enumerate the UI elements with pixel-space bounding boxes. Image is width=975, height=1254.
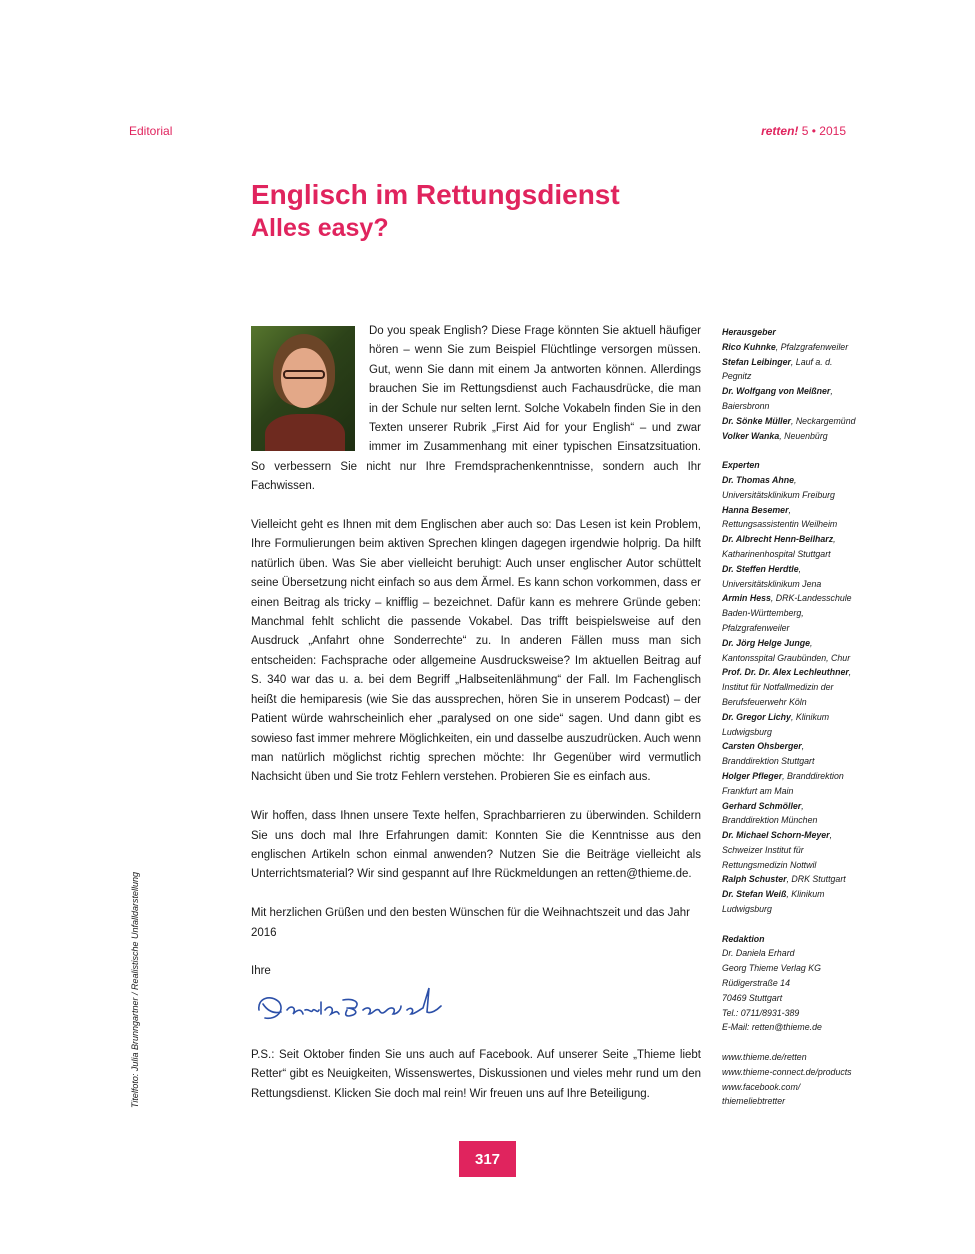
person-affiliation: , Branddirektion Stuttgart [722, 741, 815, 767]
experten-entry [722, 532, 862, 562]
experten-entry [722, 710, 862, 740]
herausgeber-entry [722, 429, 862, 444]
issue-info [761, 124, 846, 138]
redaktion-line: Rüdigerstraße 14 [722, 978, 790, 989]
person-affiliation: , Katharinenhospital Stuttgart [722, 534, 836, 559]
experten-entry [722, 503, 862, 533]
person-affiliation: , Branddirektion Frankfurt am Main [722, 770, 844, 796]
person-name: Hanna Besemer [722, 504, 789, 515]
person-name: Volker Wanka [722, 430, 780, 441]
person-affiliation: , Institut für Notfallmedizin der Berufsfeuerwehr Köln [722, 667, 852, 707]
article-body [251, 322, 701, 1123]
person-name: Dr. Wolfgang von Meißner [722, 386, 831, 397]
person-affiliation: , Universitätsklinikum Freiburg [722, 474, 835, 500]
person-affiliation: , Pfalzgrafenweiler [775, 341, 849, 352]
issue-number: 5 • 2015 [801, 124, 846, 138]
person-name: Dr. Jörg Helge Junge [722, 637, 810, 648]
person-name: Dr. Stefan Weiß [722, 889, 787, 900]
person-affiliation: , DRK-Landesschule Baden-Württemberg, Pfalzgrafenweiler [722, 593, 852, 633]
experten-entry [722, 636, 862, 666]
experten-entry [722, 769, 862, 799]
person-name: Dr. Sönke Müller [722, 415, 791, 426]
person-name: Gerhard Schmöller [722, 800, 802, 811]
paragraph: Wir hoffen, dass Ihnen unsere Texte helfen, Sprachbarrieren zu überwinden. Schildern Sie uns doch mal Ihre Erfahrungen damit: Konnten Sie die Kenntnisse aus den englischen Artikeln schon einmal anwenden? Nutzen Sie die Beiträge vielleicht als Unterrichtsmaterial? Wir sind gespannt auf Ihre Rückmeldungen an retten@thieme.de. [251, 810, 701, 881]
person-name: Dr. Albrecht Henn-Beilharz [722, 534, 834, 545]
article-title: Englisch im Rettungsdienst [251, 179, 620, 210]
person-affiliation: , Rettungsassistentin Weilheim [722, 504, 838, 530]
experten-entry [722, 591, 862, 635]
person-name: Rico Kuhnke [722, 341, 776, 352]
links-list [722, 1050, 862, 1109]
experten-entry [722, 872, 862, 887]
paragraph: Vielleicht geht es Ihnen mit dem Englischen aber auch so: Das Lesen ist kein Problem, Ihre Formulierungen beim aktiven Sprechen klingen dagegen irgendwie holprig. Da hilft natürlich üben. Was Sie aber vielleicht beruhigt: Auch unser englischer Autor schüttelt seine Übersetzung nicht einfach so aus dem Ärmel. Es kann schon vorkommen, dass er einen Beitrag als tricky – knifflig – bezeichnet. Dafür kann es mehrere Gründe geben: Manchmal fehlt schlicht die passende Vokabel. Das trifft beispielsweise auf den Ausdruck „Anfahrt ohne Sonderrechte“ zu. In anderen Fällen muss man sich entscheiden: Fachsprache oder allgemeine Ausdrucksweise? Im aktuellen Beitrag auf S. 340 war das u. a. bei dem Begriff „Halbseitenlähmung“ der Fall. Im Fachenglisch heißt die hemiparesis (wie Sie das aussprechen, hören Sie in unserem Podcast) – der Patient würde wahrscheinlich eher „paralysed on one side“ sagen. Und dann gibt es sowieso fast immer mehrere Möglichkeiten, ein und dasselbe auszudrücken. Auch wenn man natürlich möglichst richtig sprechen möchte: Ihr Gegenüber wird vermutlich Nachsicht üben und Sie trotz Fehlern verstehen. Probieren Sie es einfach aus. [251, 519, 701, 784]
redaktion-line: 70469 Stuttgart [722, 992, 783, 1003]
redaktion-line: Tel.: 0711/8931-389 [722, 1007, 800, 1018]
person-affiliation: , Baiersbronn [722, 386, 833, 411]
person-affiliation: , Schweizer Institut für Rettungsmedizin Nottwil [722, 830, 833, 870]
person-affiliation: , Branddirektion München [722, 800, 818, 826]
person-affiliation: , Neuenbürg [779, 430, 828, 441]
web-link[interactable]: thiemeliebtretter [722, 1096, 786, 1107]
postscript: P.S.: Seit Oktober finden Sie uns auch auf Facebook. Auf unserer Seite „Thieme liebt Retter“ gibt es Neuigkeiten, Wissenswertes, Diskussionen und vieles mehr rund um den Rettungsdienst. Klicken Sie doch mal rein! Wir freuen uns auf Ihre Beteiligung. [251, 1048, 701, 1100]
signature-image [251, 980, 461, 1030]
article-subtitle: Alles easy? [251, 214, 389, 242]
person-affiliation: , DRK Stuttgart [786, 874, 846, 885]
experten-entry [722, 562, 862, 592]
herausgeber-heading: Herausgeber [722, 327, 776, 337]
person-name: Dr. Steffen Herdtle [722, 563, 799, 574]
person-affiliation: , Universitätsklinikum Jena [722, 563, 822, 589]
herausgeber-entry [722, 340, 862, 355]
photo-credit: Titelfoto: Julia Brunngartner / Realistische Unfalldarstellung [130, 871, 140, 1108]
web-link[interactable]: www.thieme.de/retten [722, 1052, 807, 1063]
redaktion-list [722, 946, 862, 1035]
web-link[interactable]: www.facebook.com/ [722, 1081, 801, 1092]
redaktion-line: Georg Thieme Verlag KG [722, 963, 821, 974]
experten-entry [722, 473, 862, 503]
redaktion-heading: Redaktion [722, 933, 765, 944]
redaktion-line: Dr. Daniela Erhard [722, 948, 795, 959]
person-affiliation: , Klinikum Ludwigsburg [722, 711, 830, 737]
paragraph: Do you speak English? Diese Frage könnten Sie aktuell häufiger hören – wenn Sie zum Beispiel Flüchtlinge versorgen müssen. Gut, wenn Sie dann mit einem Ja antworten können. Allerdings brauchen Sie im Rettungsdienst auch Fachausdrücke, die man in der Schule nur selten lernt. Solche Vokabeln finden Sie in den Texten unserer Rubrik „First Aid for your English“ – und zwar immer im Zusammenhang mit einer typischen Einsatzsituation. So verbessern Sie nicht nur Ihre Fremdsprachenkenntnisse, sondern auch Ihr Fachwissen. [251, 325, 701, 493]
person-name: Stefan Leibinger [722, 356, 791, 367]
person-affiliation: , Neckargemünd [790, 415, 856, 426]
person-name: Armin Hess [722, 593, 771, 604]
experten-entry [722, 739, 862, 769]
magazine-name: retten! [761, 124, 799, 138]
person-name: Carsten Ohsberger [722, 741, 802, 752]
person-name: Ralph Schuster [722, 874, 787, 885]
masthead-sidebar [722, 325, 862, 1109]
experten-entry [722, 887, 862, 917]
experten-entry [722, 665, 862, 709]
person-affiliation: , Klinikum Ludwigsburg [722, 889, 825, 915]
experten-list [722, 473, 862, 917]
page-number: 317 [459, 1141, 516, 1177]
person-name: Prof. Dr. Dr. Alex Lechleuthner [722, 667, 849, 678]
section-label: Editorial [129, 124, 173, 138]
person-name: Dr. Gregor Lichy [722, 711, 791, 722]
experten-entry [722, 828, 862, 872]
person-name: Dr. Michael Schorn-Meyer [722, 830, 830, 841]
experten-entry [722, 799, 862, 829]
redaktion-line: E-Mail: retten@thieme.de [722, 1022, 822, 1033]
herausgeber-entry [722, 414, 862, 429]
herausgeber-list [722, 340, 862, 444]
person-affiliation: , Kantonsspital Graubünden, Chur [722, 637, 851, 663]
person-name: Dr. Thomas Ahne [722, 474, 795, 485]
person-name: Holger Pfleger [722, 770, 783, 781]
web-link[interactable]: www.thieme-connect.de/products [722, 1066, 852, 1077]
experten-heading: Experten [722, 460, 760, 471]
herausgeber-entry [722, 355, 862, 385]
paragraph: Mit herzlichen Grüßen und den besten Wünschen für die Weihnachtszeit und das Jahr 2016 [251, 907, 690, 939]
author-photo [251, 326, 355, 451]
closing: Ihre [251, 965, 271, 978]
person-affiliation: , Lauf a. d. Pegnitz [722, 356, 833, 382]
herausgeber-entry [722, 384, 862, 414]
